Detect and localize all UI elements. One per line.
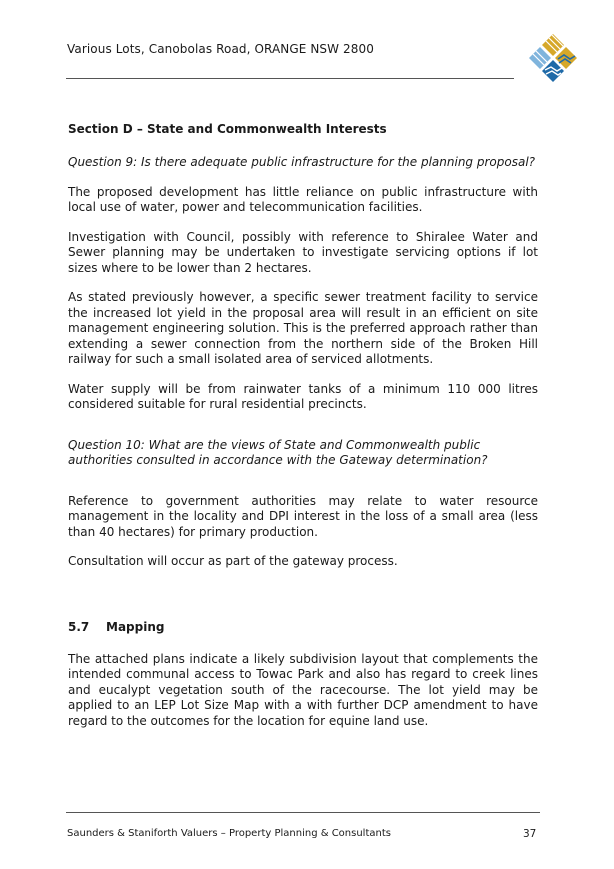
question-9: Question 9: Is there adequate public infrastructure for the planning proposal? (68, 155, 536, 169)
paragraph: Reference to government authorities may relate to water resource management in the locality and DPI interest in the loss of a small area (less than 40 hectares) for primary production. (68, 493, 538, 539)
paragraph: Investigation with Council, possibly with reference to Shiralee Water and Sewer planning may be undertaken to investigate servicing options if lot sizes where to be lower than 2 hectares. (68, 229, 538, 275)
header-divider (66, 78, 514, 79)
paragraph: The proposed development has little reliance on public infrastructure with local use of water, power and telecommunication facilities. (68, 184, 538, 214)
footer-divider (66, 812, 540, 813)
section-number: 5.7 (68, 619, 90, 634)
section-title: Mapping (106, 619, 165, 634)
page-body (68, 122, 538, 743)
header-address: Various Lots, Canobolas Road, ORANGE NSW 2800 (67, 42, 374, 56)
page-number: 37 (523, 828, 537, 840)
question-10: Question 10: What are the views of State and Commonwealth public authorities consulted in accordance with the Gateway determination? (68, 437, 488, 467)
diamond-logo-icon (526, 32, 580, 86)
paragraph: As stated previously however, a specific sewer treatment facility to service the increased lot yield in the proposal area will result in an efficient on site management engineering solution. This is the preferred approach rather than extending a sewer connection from the northern side of the Broken Hill railway for such a small isolated area of serviced allotments. (68, 290, 538, 366)
mapping-heading (68, 620, 538, 634)
paragraph: Water supply will be from rainwater tanks of a minimum 110 000 litres considered suitable for rural residential precincts. (68, 381, 538, 411)
section-d-heading: Section D – State and Commonwealth Interests (68, 122, 387, 136)
footer-company: Saunders & Staniforth Valuers – Property Planning & Consultants (67, 828, 391, 839)
paragraph: Consultation will occur as part of the gateway process. (68, 554, 398, 568)
paragraph: The attached plans indicate a likely subdivision layout that complements the intended communal access to Towac Park and also has regard to creek lines and eucalypt vegetation south of the racecourse. The lot yield may be applied to an LEP Lot Size Map with a with further DCP amendment to have regard to the outcomes for the location for equine land use. (68, 651, 538, 728)
